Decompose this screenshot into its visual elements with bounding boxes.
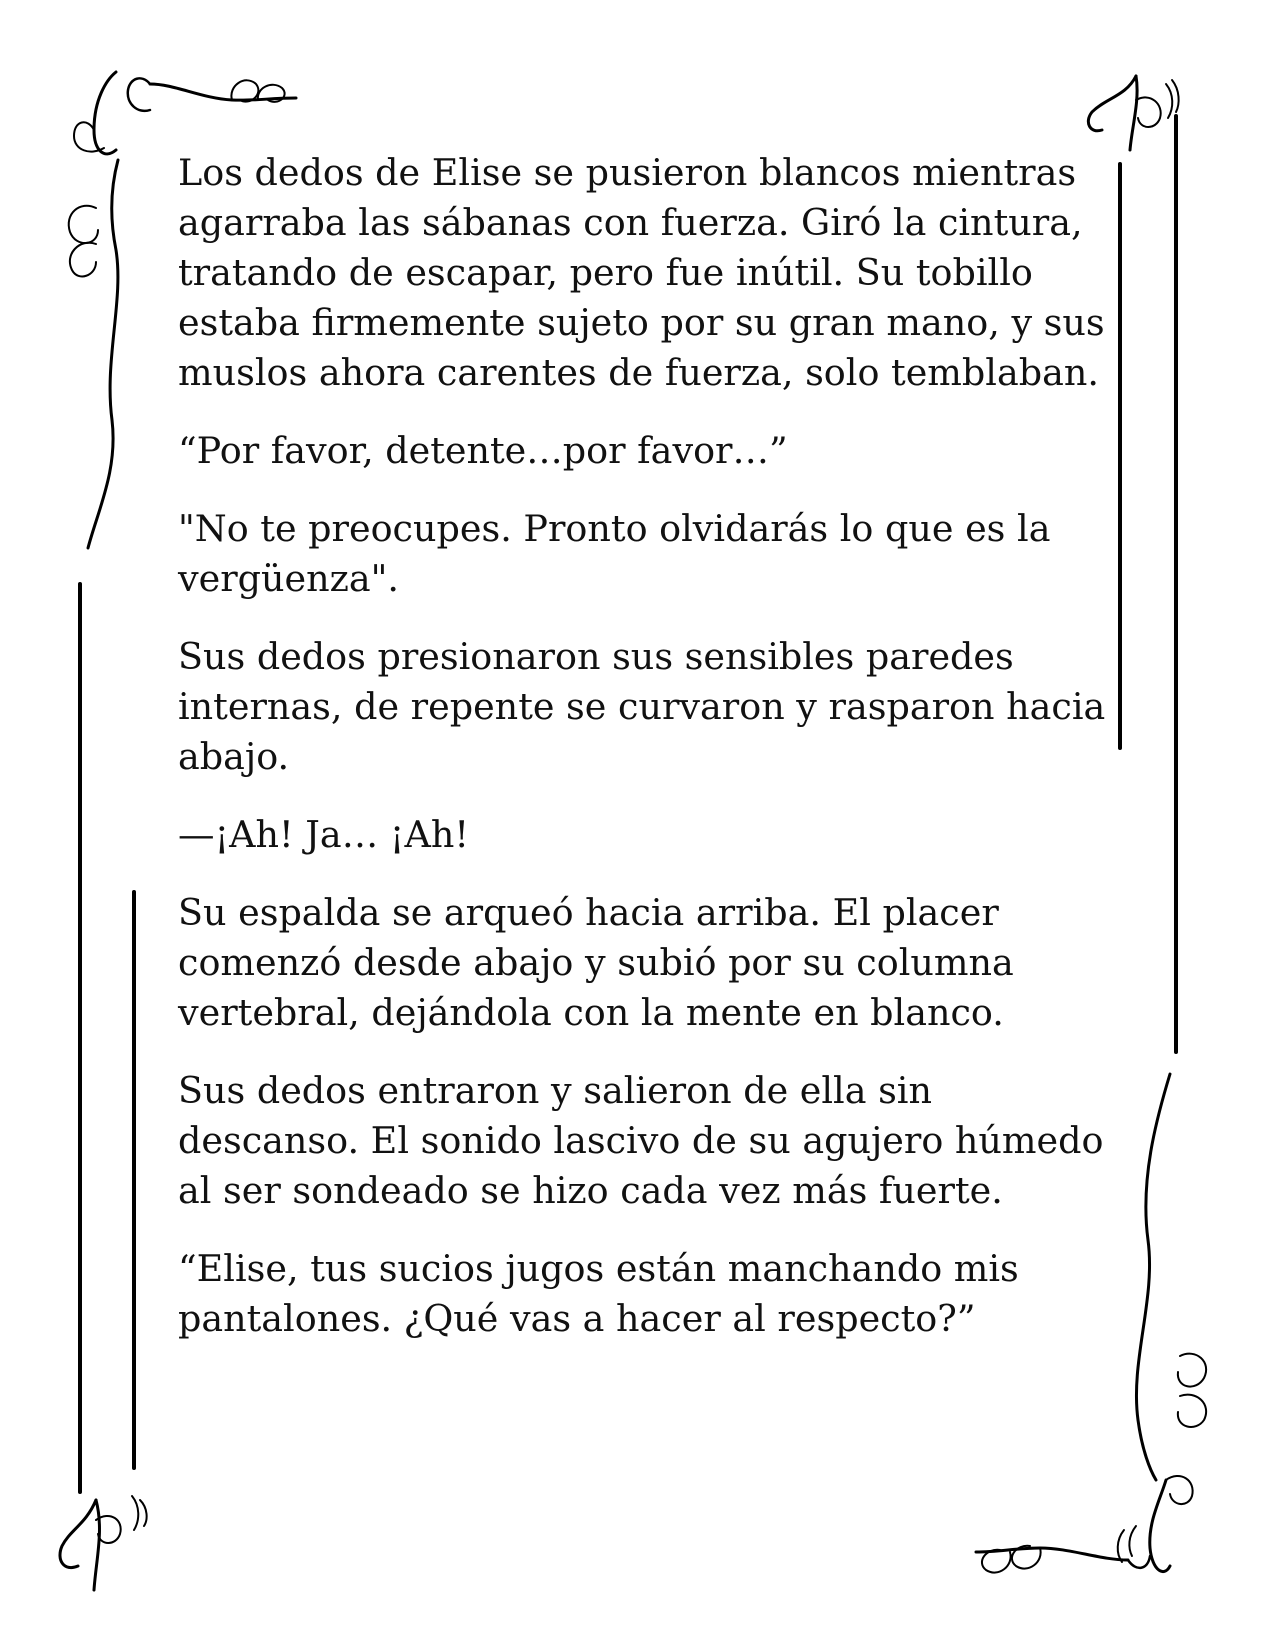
- bottom-left-flourish: [60, 1496, 147, 1590]
- top-right-flourish: [1088, 76, 1178, 150]
- paragraph-1: Los dedos de Elise se pusieron blancos mientras agarraba las sábanas con fuerza. Giró la cintura, tratando de escapar, pero fue inútil. Su tobillo estaba firmemente sujeto por su gran mano, y sus muslos ahora carentes de fuerza, solo temblaban.: [178, 151, 1105, 394]
- story-text: [178, 148, 1108, 1372]
- paragraph-5: —¡Ah! Ja… ¡Ah!: [178, 813, 470, 856]
- paragraph-8: “Elise, tus sucios jugos están manchando mis pantalones. ¿Qué vas a hacer al respecto?”: [178, 1247, 1019, 1340]
- paragraph-2: “Por favor, detente…por favor…”: [178, 429, 788, 472]
- paragraph-7: Sus dedos entraron y salieron de ella sin descanso. El sonido lascivo de su agujero húmedo al ser sondeado se hizo cada vez más fuerte.: [178, 1069, 1104, 1212]
- paragraph-4: Sus dedos presionaron sus sensibles paredes internas, de repente se curvaron y rasparon hacia abajo.: [178, 635, 1106, 778]
- paragraph-6: Su espalda se arqueó hacia arriba. El placer comenzó desde abajo y subió por su columna vertebral, dejándola con la mente en blanco.: [178, 891, 1014, 1034]
- paragraph-3: "No te preocupes. Pronto olvidarás lo que es la vergüenza".: [178, 507, 1051, 600]
